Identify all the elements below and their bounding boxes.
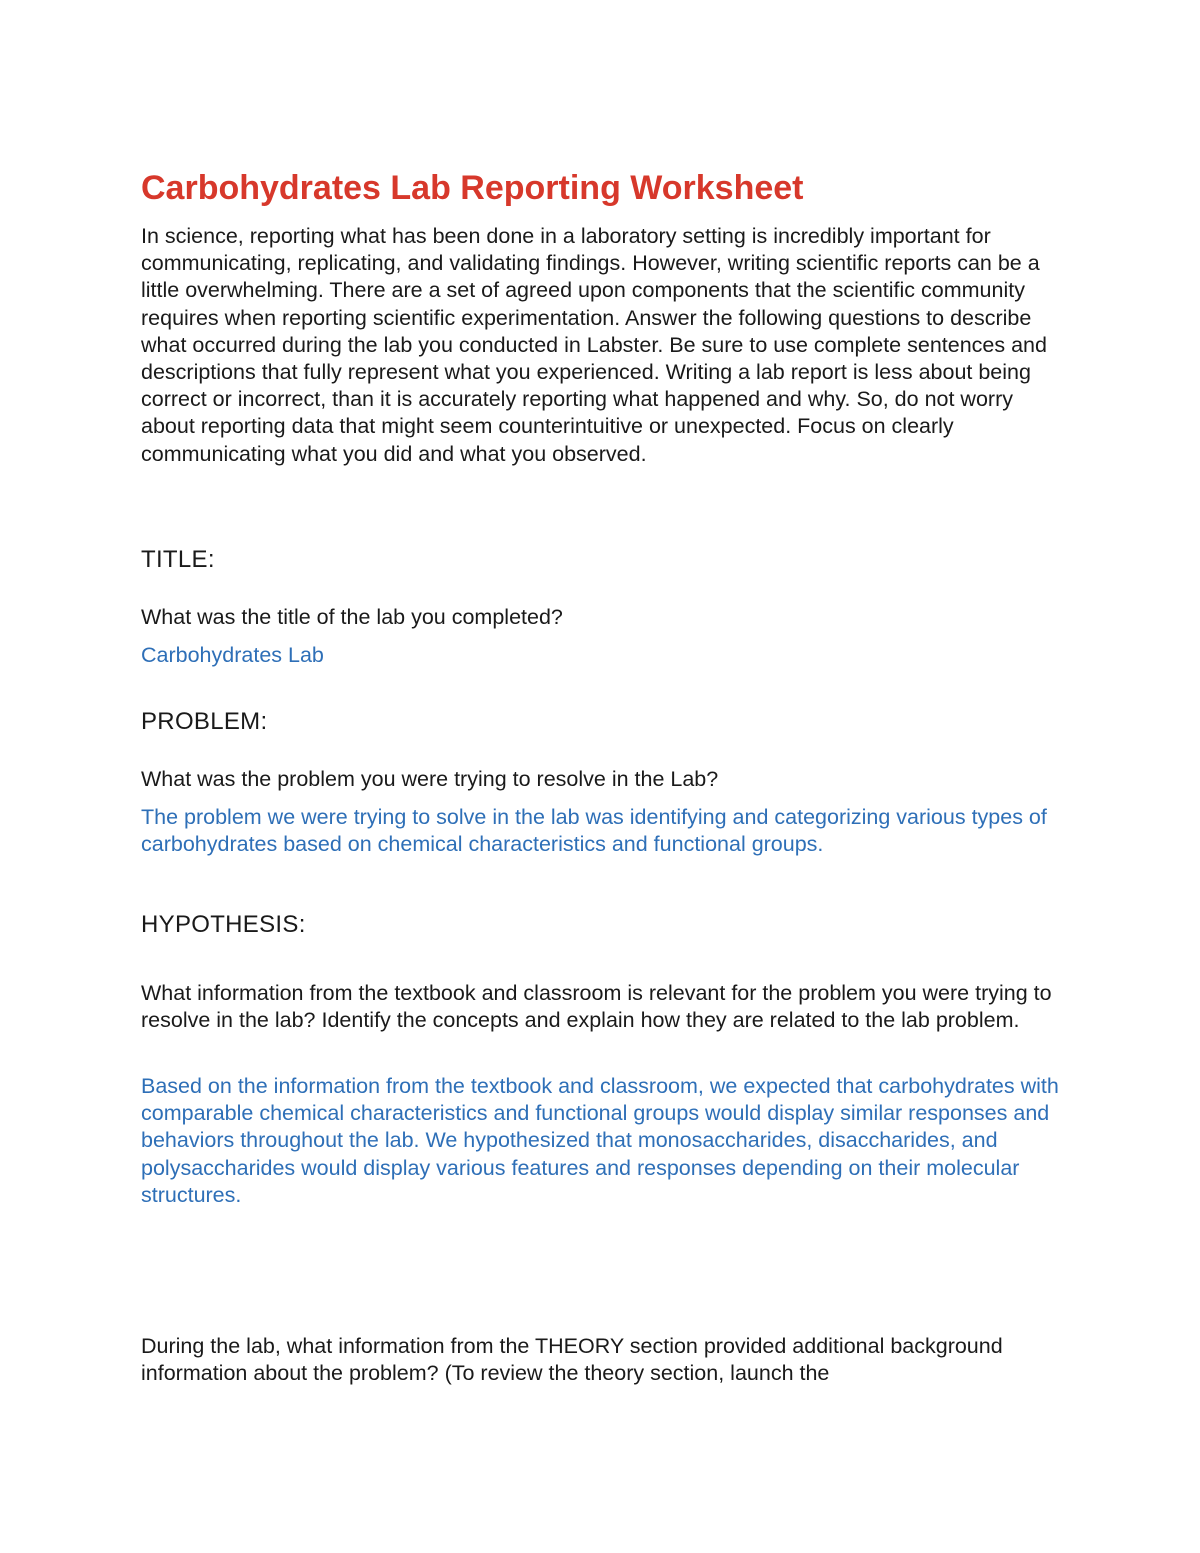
intro-paragraph: In science, reporting what has been done in a laboratory setting is incredibly important for communicating, replicating, and validating findings. However, writing scientific reports can be a little overwhelming. There are a set of agreed upon components that the scientific community requires when reporting scientific experimentation. Answer the following questions to describe what occurred during the lab you conducted in Labster. Be sure to use complete sentences and descriptions that fully represent what you experienced. Writing a lab report is less about being correct or incorrect, than it is accurately reporting what happened and why. So, do not worry about reporting data that might seem counterintuitive or unexpected. Focus on clearly communicating what you did and what you observed.	[141, 224, 1047, 466]
problem-answer: The problem we were trying to solve in the lab was identifying and categorizing various types of carbohydrates based on chemical characteristics and functional groups.	[141, 805, 1047, 857]
hypothesis-question: What information from the textbook and classroom is relevant for the problem you were trying to resolve in the lab? Identify the concepts and explain how they are related to the lab problem.	[141, 981, 1052, 1033]
page-title: Carbohydrates Lab Reporting Worksheet	[141, 169, 804, 207]
title-answer: Carbohydrates Lab	[141, 643, 324, 667]
title-question: What was the title of the lab you completed?	[141, 605, 563, 629]
problem-heading: PROBLEM:	[141, 708, 268, 735]
hypothesis-answer: Based on the information from the textbook and classroom, we expected that carbohydrates with comparable chemical characteristics and functional groups would display similar responses and behaviors throughout the lab. We hypothesized that monosaccharides, disaccharides, and polysaccharides would display various features and responses depending on their molecular structures.	[141, 1074, 1059, 1207]
problem-question: What was the problem you were trying to resolve in the Lab?	[141, 767, 719, 791]
title-heading: TITLE:	[141, 546, 215, 573]
theory-question: During the lab, what information from the THEORY section provided additional background information about the problem? (To review the theory section, launch the	[141, 1334, 1003, 1386]
hypothesis-heading: HYPOTHESIS:	[141, 911, 306, 938]
